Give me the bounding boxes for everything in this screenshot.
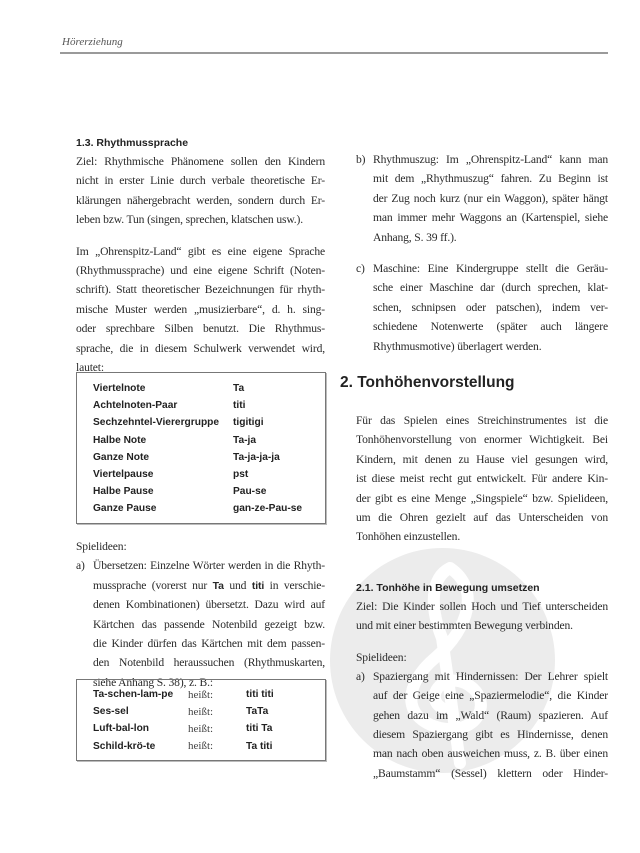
right-column — [356, 150, 608, 356]
text: mussprache (vorerst nur — [93, 578, 213, 592]
item-label: b) — [356, 153, 366, 166]
note-name: Viertelnote — [93, 383, 146, 395]
text-line: schrift). Statt theoretischer Bezeichnungen für rhyth- — [76, 283, 325, 297]
text-line: Maschine: Eine Kindergruppe stellt die Geräu- — [373, 261, 608, 275]
text-line: oder sprechbare Silben benutzt. Die Rhythmus- — [76, 322, 325, 336]
rhythm: titi Ta — [246, 723, 273, 735]
running-header: Hörerziehung — [62, 36, 123, 48]
text-line: Rhythmuszug: Im „Ohrenspitz-Land“ kann man — [373, 153, 608, 166]
means-label: heißt: — [188, 705, 214, 718]
text-line: „Baumstamm“ (Sessel) klettern oder Hinder- — [373, 766, 608, 780]
text-line: um die Ohren gezielt auf das Unterscheiden von — [356, 510, 608, 524]
text-line: Kindern, mit denen zu Hause viel gesungen wird, — [356, 452, 608, 466]
text-line: den Notenbild heraussuchen (Rhythmuskarten, — [93, 656, 325, 670]
text-line: man nach oben ausweichen muss, z. B. über einen — [373, 747, 608, 761]
text-line: die Kinder dürfen das Kärtchen mit dem passen- — [93, 636, 325, 650]
text-line: schen, schnipsen oder patschen), indem ver- — [373, 300, 608, 314]
means-label: heißt: — [188, 722, 214, 735]
text-line: (Rhythmussprache) und eine eigene Schrift (Noten- — [76, 263, 325, 277]
rhythm-table-row — [93, 397, 302, 414]
goal-paragraph — [76, 152, 325, 230]
text-line: Tonhöhenvorstellung von enormer Wichtigkeit. Bei — [356, 433, 608, 447]
games-label: Spielideen: — [356, 650, 407, 664]
word: Luft-bal-lon — [93, 723, 150, 735]
bold-syllable: Ta — [212, 579, 224, 592]
text-line: denen Kombinationen) übersetzt. Dazu wird auf — [93, 598, 325, 612]
text-line: sprache, die in diesem Schulwerk verwendet wird, — [76, 341, 325, 355]
note-name: Achtelnoten-Paar — [93, 400, 178, 412]
text-line: Kärtchen das passende Notenbild gezeigt bzw. — [93, 617, 325, 631]
note-name: Viertelpause — [93, 469, 154, 481]
text-line: schiedene Notenwerte (später auch längere — [373, 320, 608, 334]
section-heading-1-3: 1.3. Rhythmussprache — [76, 137, 189, 149]
text-line: siehe Anhang S. 38), z. B.: — [93, 675, 213, 689]
word-table-row — [93, 703, 274, 720]
section-heading-2-1: 2.1. Tonhöhe in Bewegung umsetzen — [356, 581, 540, 594]
text-line: ist diese meist recht gut entwickelt. Für andere Kin- — [356, 472, 608, 486]
word: Schild-krö-te — [93, 740, 156, 752]
game-item-a — [76, 556, 325, 692]
text-line: Anhang, S. 39 ff.). — [373, 230, 457, 244]
text-line: sche einer Maschine dar (durch sprechen, klat- — [373, 281, 608, 295]
note-name: Halbe Note — [93, 434, 147, 446]
text-line: man immer mehr Waggons an (Kartenspiel, siehe — [373, 211, 608, 225]
rhythm: titi titi — [246, 689, 274, 701]
word: Ta-schen-lam-pe — [93, 689, 174, 701]
rhythm-table-row — [93, 432, 302, 449]
rhythm-table-row — [93, 466, 302, 483]
text-line: der gibt es eine Menge „Singspiele“ bzw. Spielideen, — [356, 491, 608, 505]
rhythm-syllable: gan-ze-Pau-se — [233, 503, 303, 515]
word: Ses-sel — [93, 706, 129, 718]
rhythm-language-paragraph — [76, 242, 325, 378]
text-line: auf der Geige eine „Spaziermelodie“, die Kinder — [373, 689, 608, 703]
means-label: heißt: — [188, 688, 214, 701]
rhythm-table-row — [93, 483, 302, 500]
text-line: lautet: — [76, 360, 104, 374]
item-label: a) — [76, 559, 85, 573]
means-label: heißt: — [188, 740, 214, 753]
rhythm-table-row — [93, 414, 302, 431]
note-name: Ganze Pause — [93, 503, 157, 515]
games-label: Spielideen: — [76, 540, 127, 553]
text-line: mit dem „Rhythmuszug“ fahren. Zu Beginn ist — [373, 172, 608, 186]
text-line — [76, 576, 325, 595]
text-line: und mit einer bestimmten Bewegung verbinden. — [356, 619, 573, 633]
note-name: Sechzehntel-Vierergruppe — [93, 417, 220, 429]
text-line: der Zug noch kurz (nur ein Waggon), später hängt — [373, 191, 608, 205]
text-line: Im „Ohrenspitz-Land“ gibt es eine eigene Sprache — [76, 244, 325, 258]
game-item-c — [356, 259, 608, 356]
word-table-row — [93, 720, 274, 737]
word-table-row — [93, 686, 274, 703]
game-item-a-right — [356, 667, 608, 783]
chapter-paragraph — [356, 411, 608, 547]
left-games-block — [76, 537, 325, 692]
rhythm-syllable: Ta-ja-ja-ja — [233, 451, 280, 463]
word-rhythm-table — [76, 679, 326, 761]
rhythm: TaTa — [246, 706, 269, 718]
rhythm-syllable: Ta — [233, 383, 245, 395]
text: in verschie- — [264, 578, 325, 592]
text-line: Ziel: Die Kinder sollen Hoch und Tief unterscheiden — [356, 599, 608, 613]
right-lower-column — [356, 411, 608, 783]
text-line: Für das Spielen eines Streichinstrumentes ist die — [356, 414, 608, 427]
text-line: Tonhöhen einzustellen. — [356, 530, 461, 544]
rhythm-syllable: titi — [233, 400, 246, 412]
game-item-b — [356, 150, 608, 247]
header-rule — [60, 52, 608, 54]
rhythm-syllable: Pau-se — [233, 486, 267, 498]
text-line: Ziel: Rhythmische Phänomene sollen den Kindern — [76, 155, 325, 168]
rhythm-table-row — [93, 380, 302, 397]
word-table-row — [93, 738, 274, 755]
rhythm-syllable: Ta-ja — [233, 434, 257, 446]
rhythm-syllable: tigitigi — [233, 417, 264, 429]
left-column — [76, 134, 325, 377]
note-name: Ganze Note — [93, 451, 150, 463]
rhythm-syllable-table — [76, 372, 326, 524]
bold-syllable: titi — [251, 579, 265, 592]
rhythm-table-row — [93, 449, 302, 466]
item-label: c) — [356, 261, 365, 275]
rhythm: Ta titi — [246, 740, 273, 752]
text: und — [223, 578, 252, 592]
text-line: Spaziergang mit Hindernissen: Der Lehrer spielt — [373, 669, 608, 683]
text-line: gehen dazu im „Wald“ (Raum) spazieren. Auf — [373, 708, 608, 722]
rhythm-table-row — [93, 500, 302, 517]
text-line: klärungen nähergebracht werden, sondern durch Er- — [76, 193, 325, 207]
note-name: Halbe Pause — [93, 486, 154, 498]
text-line: Rhythmusmotive) überlagert werden. — [373, 339, 542, 353]
rhythm-syllable: pst — [233, 469, 249, 481]
text-line: diesem Spaziergang gibt es Hindernisse, denen — [373, 728, 608, 742]
item-label: a) — [356, 669, 365, 683]
text-line: mische Muster werden „musizierbare“, d. h. sing- — [76, 302, 325, 316]
text-line: Übersetzen: Einzelne Wörter werden in die Rhyth- — [93, 559, 325, 573]
text-line: leben bzw. Tun (singen, sprechen, klatschen usw.). — [76, 213, 304, 227]
chapter-heading: 2. Tonhöhenvorstellung — [340, 374, 515, 391]
text-line: nicht in erster Linie durch verbale theoretische Er- — [76, 174, 325, 188]
